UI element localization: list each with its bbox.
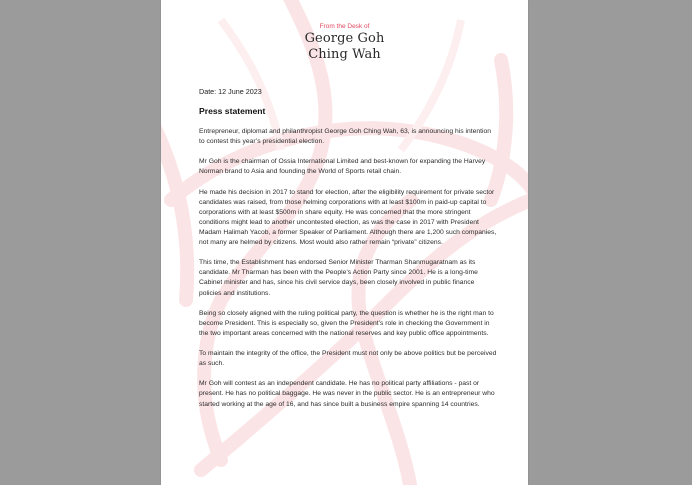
paragraph-5: Being so closely aligned with the ruling political party, the question is whether he is the right man to become President. This is especially so, given the President’s role in checking the Government in the two important areas concerned with the national reserves and key public office appointments. (199, 309, 494, 337)
document-page (161, 0, 528, 485)
paragraph-1: Entrepreneur, diplomat and philanthropist George Goh Ching Wah, 63, is announcing his intention to contest this year’s presidential election. (199, 128, 492, 146)
letterhead-name-line1: George Goh (304, 31, 385, 46)
paragraph-4: This time, the Establishment has endorsed Senior Minister Tharman Shanmugaratnam as its candidate. Mr Tharman has been with the People’s Action Party since 2001. He is a long-time Cabinet minister and has, since his civil service days, been closely involved in public finance policies and institutions. (199, 259, 478, 297)
document-heading: Press statement (199, 106, 266, 116)
letterhead-name (161, 31, 528, 63)
from-desk-label: From the Desk of (319, 23, 370, 30)
paragraph-6: To maintain the integrity of the office, the President must not only be above politics but be perceived as such. (199, 350, 497, 368)
paragraph-7: Mr Goh will contest as an independent candidate. He has no political party affiliations - past or present. He has no political baggage. He was never in the public sector. He is an entrepreneur who started working at the age of 16, and has since built a business empire spanning 14 countries. (199, 380, 495, 408)
paragraph-2: Mr Goh is the chairman of Ossia International Limited and best-known for expanding the Harvey Norman brand to Asia and founding the World of Sports retail chain. (199, 158, 486, 176)
letterhead-name-line2: Ching Wah (308, 47, 381, 62)
document-body (199, 127, 497, 420)
document-date: Date: 12 June 2023 (199, 87, 262, 96)
paragraph-3: He made his decision in 2017 to stand for election, after the eligibility requirement for private sector candidates was raised, from those helming corporations with at least $100m in paid-up capital to corporations with at least $500m in share equity. He was concerned that the more stringent conditions might lead to another uncontested election, as was the case in 2017 with President Madam Halimah Yacob, a former Speaker of Parliament. Although there are 1,200 such companies, not many are helmed by citizens. Most would also rather remain “private” citizens. (199, 188, 497, 247)
